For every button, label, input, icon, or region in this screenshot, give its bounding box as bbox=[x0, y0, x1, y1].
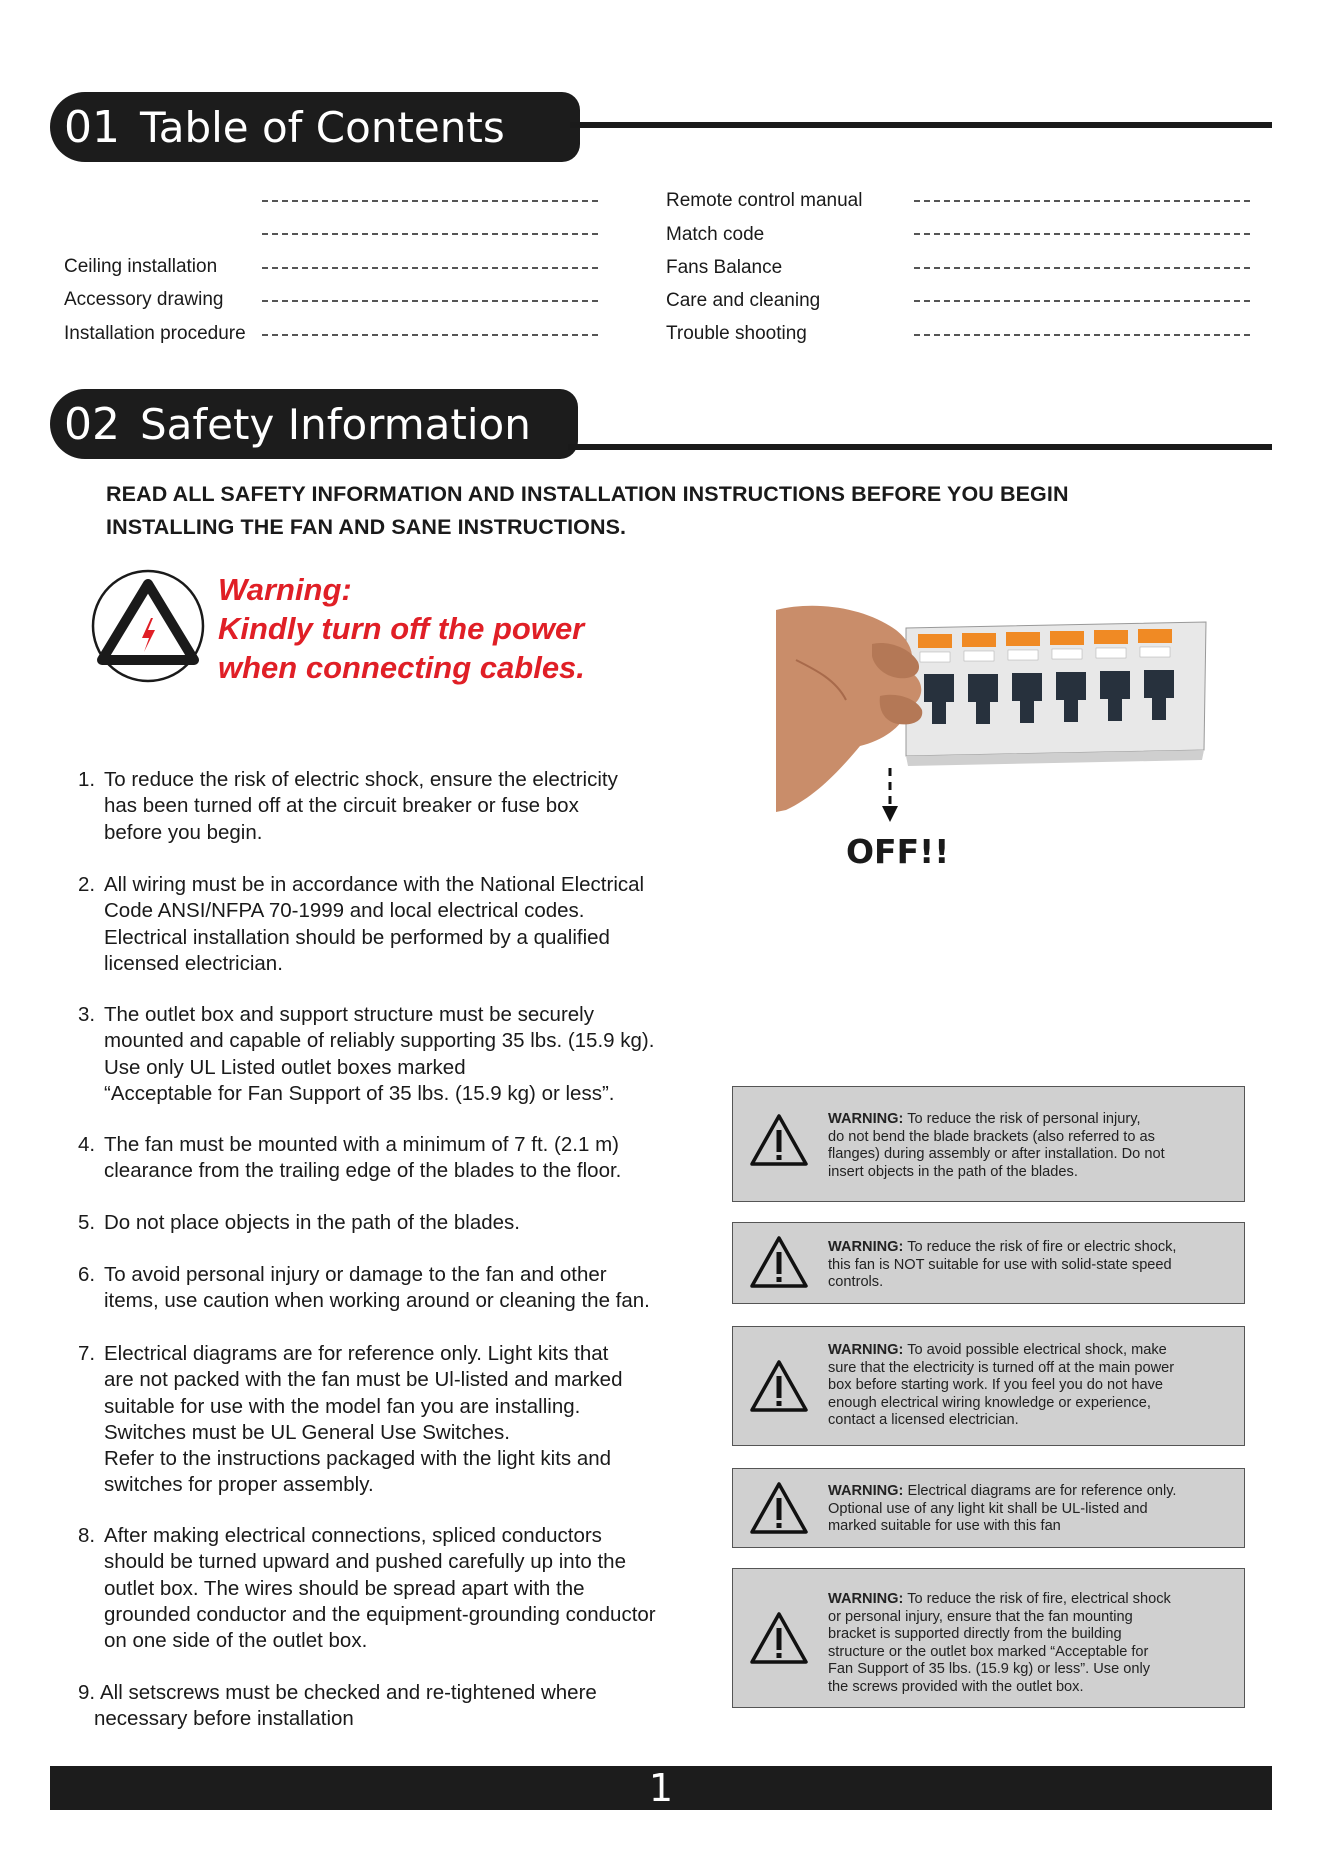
toc-leader-right-5 bbox=[914, 334, 1250, 336]
safety-item-line: The outlet box and support structure must be securely bbox=[104, 1003, 594, 1026]
safety-item-number: 6. bbox=[78, 1263, 96, 1286]
warning-label: WARNING: bbox=[828, 1111, 904, 1127]
safety-item-2 bbox=[78, 872, 728, 977]
toc-entry-ceiling-installation[interactable]: Ceiling installation bbox=[64, 256, 218, 277]
safety-item-8 bbox=[78, 1523, 728, 1654]
toc-header bbox=[50, 92, 580, 162]
safety-item-5 bbox=[78, 1210, 728, 1236]
warning-box-speed-controls bbox=[732, 1222, 1245, 1304]
safety-intro-line-1: READ ALL SAFETY INFORMATION AND INSTALLATION INSTRUCTIONS BEFORE YOU BEGIN bbox=[106, 482, 1069, 506]
toc-entry-trouble-shooting[interactable]: Trouble shooting bbox=[666, 323, 807, 344]
warning-label: WARNING: bbox=[828, 1483, 904, 1499]
safety-item-line: has been turned off at the circuit breaker or fuse box bbox=[104, 794, 579, 818]
safety-item-line: suitable for use with the model fan you are installing. bbox=[104, 1394, 581, 1418]
warning-text: Fan Support of 35 lbs. (15.9 kg) or less”. Use only bbox=[828, 1661, 1151, 1678]
toc-entry-care-and-cleaning[interactable]: Care and cleaning bbox=[666, 290, 821, 311]
safety-item-number: 2. bbox=[78, 873, 96, 896]
warning-text: enough electrical wiring knowledge or experience, bbox=[828, 1394, 1151, 1411]
warning-triangle-icon bbox=[749, 1113, 809, 1167]
safety-item-line: outlet box. The wires should be spread apart with the bbox=[104, 1576, 585, 1600]
warning-text: To avoid possible electrical shock, make bbox=[903, 1342, 1167, 1358]
toc-leader-right-1 bbox=[914, 200, 1250, 202]
safety-item-line: on one side of the outlet box. bbox=[104, 1629, 368, 1653]
toc-entry-remote-control-manual[interactable]: Remote control manual bbox=[666, 190, 863, 211]
safety-item-line: before you begin. bbox=[104, 820, 263, 844]
warning-text: the screws provided with the outlet box. bbox=[828, 1678, 1084, 1695]
toc-entry-fans-balance[interactable]: Fans Balance bbox=[666, 257, 783, 278]
warning-text: To reduce the risk of fire or electric shock, bbox=[903, 1239, 1177, 1255]
warning-text: or personal injury, ensure that the fan mounting bbox=[828, 1608, 1133, 1625]
safety-item-line: “Acceptable for Fan Support of 35 lbs. (15.9 kg) or less”. bbox=[104, 1081, 615, 1105]
page-footer bbox=[50, 1766, 1272, 1810]
safety-item-line: All setscrews must be checked and re-tightened where bbox=[100, 1681, 597, 1704]
safety-item-4 bbox=[78, 1132, 728, 1185]
safety-item-line: switches for proper assembly. bbox=[104, 1473, 374, 1497]
warning-triangle-icon bbox=[749, 1235, 809, 1289]
toc-leader-left-2 bbox=[262, 233, 598, 235]
safety-item-line: Refer to the instructions packaged with the light kits and bbox=[104, 1447, 612, 1471]
safety-item-number: 4. bbox=[78, 1133, 96, 1156]
toc-entry-match-code[interactable]: Match code bbox=[666, 224, 765, 245]
safety-intro-line-2: INSTALLING THE FAN AND SANE INSTRUCTIONS. bbox=[106, 515, 627, 539]
warning-text: controls. bbox=[828, 1274, 884, 1291]
warning-triangle-icon bbox=[749, 1611, 809, 1665]
safety-item-line: All wiring must be in accordance with the National Electrical bbox=[104, 873, 645, 896]
warning-text: structure or the outlet box marked “Acceptable for bbox=[828, 1643, 1149, 1660]
safety-item-line: licensed electrician. bbox=[104, 951, 283, 975]
toc-leader-right-4 bbox=[914, 300, 1250, 302]
warning-label: WARNING: bbox=[828, 1239, 904, 1255]
circuit-breaker-illustration bbox=[776, 600, 1216, 870]
warning-text: To reduce the risk of personal injury, bbox=[903, 1111, 1141, 1127]
safety-item-line: Do not place objects in the path of the blades. bbox=[104, 1211, 520, 1234]
toc-leader-left-3 bbox=[262, 267, 598, 269]
safety-item-line: are not packed with the fan must be Ul-listed and marked bbox=[104, 1368, 623, 1392]
safety-item-line: grounded conductor and the equipment-grounding conductor bbox=[104, 1602, 656, 1626]
toc-leader-right-3 bbox=[914, 267, 1250, 269]
safety-item-7 bbox=[78, 1341, 728, 1499]
safety-item-number: 8. bbox=[78, 1524, 96, 1547]
warning-box-blade-brackets bbox=[732, 1086, 1245, 1202]
toc-leader-left-4 bbox=[262, 300, 598, 302]
safety-item-line: mounted and capable of reliably supporting 35 lbs. (15.9 kg). bbox=[104, 1029, 655, 1053]
toc-leader-left-5 bbox=[262, 334, 598, 336]
warning-text: Optional use of any light kit shall be UL-listed and bbox=[828, 1500, 1148, 1517]
safety-header bbox=[50, 389, 578, 459]
power-warning-line-3: when connecting cables. bbox=[218, 650, 585, 685]
safety-item-number: 7. bbox=[78, 1342, 96, 1365]
power-warning-line-1: Warning: bbox=[218, 572, 352, 607]
safety-item-1 bbox=[78, 767, 728, 846]
safety-item-line: Electrical diagrams are for reference only. Light kits that bbox=[104, 1342, 609, 1365]
toc-leader-left-1 bbox=[262, 200, 598, 202]
safety-item-number: 5. bbox=[78, 1211, 96, 1234]
safety-item-6 bbox=[78, 1262, 728, 1315]
toc-header-rule bbox=[570, 122, 1272, 128]
warning-text: marked suitable for use with this fan bbox=[828, 1518, 1061, 1535]
safety-item-line: items, use caution when working around or cleaning the fan. bbox=[104, 1289, 650, 1313]
warning-text: sure that the electricity is turned off at the main power bbox=[828, 1359, 1175, 1376]
warning-box-electrical-shock bbox=[732, 1326, 1245, 1446]
safety-item-line: Code ANSI/NFPA 70-1999 and local electrical codes. bbox=[104, 899, 585, 923]
warning-text: this fan is NOT suitable for use with solid-state speed bbox=[828, 1256, 1172, 1273]
warning-box-light-kit bbox=[732, 1468, 1245, 1548]
safety-item-line: should be turned upward and pushed carefully up into the bbox=[104, 1550, 626, 1574]
safety-title: Safety Information bbox=[140, 399, 531, 449]
toc-number: 01 bbox=[64, 101, 120, 153]
warning-text: box before starting work. If you feel you do not have bbox=[828, 1377, 1164, 1394]
safety-header-rule bbox=[568, 444, 1272, 450]
safety-item-line: After making electrical connections, spliced conductors bbox=[104, 1524, 602, 1547]
toc-title: Table of Contents bbox=[140, 102, 505, 152]
safety-item-number: 3. bbox=[78, 1003, 96, 1026]
toc-entry-accessory-drawing[interactable]: Accessory drawing bbox=[64, 289, 224, 310]
safety-item-line: Switches must be UL General Use Switches. bbox=[104, 1420, 510, 1444]
safety-item-line: To avoid personal injury or damage to the fan and other bbox=[104, 1263, 607, 1286]
safety-item-line: clearance from the trailing edge of the blades to the floor. bbox=[104, 1159, 622, 1183]
safety-item-3 bbox=[78, 1002, 728, 1107]
safety-number: 02 bbox=[64, 398, 120, 450]
safety-item-line: Use only UL Listed outlet boxes marked bbox=[104, 1055, 466, 1079]
toc-leader-right-2 bbox=[914, 233, 1250, 235]
page-number: 1 bbox=[648, 1766, 674, 1810]
safety-intro bbox=[106, 478, 1236, 544]
safety-item-line: To reduce the risk of electric shock, ensure the electricity bbox=[104, 768, 618, 791]
warning-text: do not bend the blade brackets (also referred to as bbox=[828, 1128, 1155, 1145]
warning-label: WARNING: bbox=[828, 1342, 904, 1358]
power-warning bbox=[218, 570, 585, 687]
warning-triangle-icon bbox=[749, 1359, 809, 1413]
off-label: OFF!! bbox=[846, 832, 950, 871]
safety-item-number: 1. bbox=[78, 768, 96, 791]
safety-item-line: necessary before installation bbox=[94, 1707, 354, 1731]
warning-text: To reduce the risk of fire, electrical shock bbox=[903, 1591, 1171, 1607]
warning-text: flanges) during assembly or after installation. Do not bbox=[828, 1146, 1165, 1163]
safety-item-line: The fan must be mounted with a minimum of 7 ft. (2.1 m) bbox=[104, 1133, 619, 1156]
safety-item-number: 9. bbox=[78, 1681, 96, 1704]
warning-text: contact a licensed electrician. bbox=[828, 1412, 1019, 1429]
electric-hazard-icon bbox=[90, 568, 206, 684]
safety-item-9 bbox=[78, 1680, 728, 1733]
warning-box-mounting-bracket bbox=[732, 1568, 1245, 1708]
toc-entry-installation-procedure[interactable]: Installation procedure bbox=[64, 323, 246, 344]
safety-item-line: Electrical installation should be performed by a qualified bbox=[104, 925, 610, 949]
warning-triangle-icon bbox=[749, 1481, 809, 1535]
warning-text: insert objects in the path of the blades. bbox=[828, 1163, 1078, 1180]
warning-text: Electrical diagrams are for reference only. bbox=[903, 1483, 1177, 1499]
warning-text: bracket is supported directly from the building bbox=[828, 1626, 1122, 1643]
power-warning-line-2: Kindly turn off the power bbox=[218, 611, 585, 646]
warning-label: WARNING: bbox=[828, 1591, 904, 1607]
